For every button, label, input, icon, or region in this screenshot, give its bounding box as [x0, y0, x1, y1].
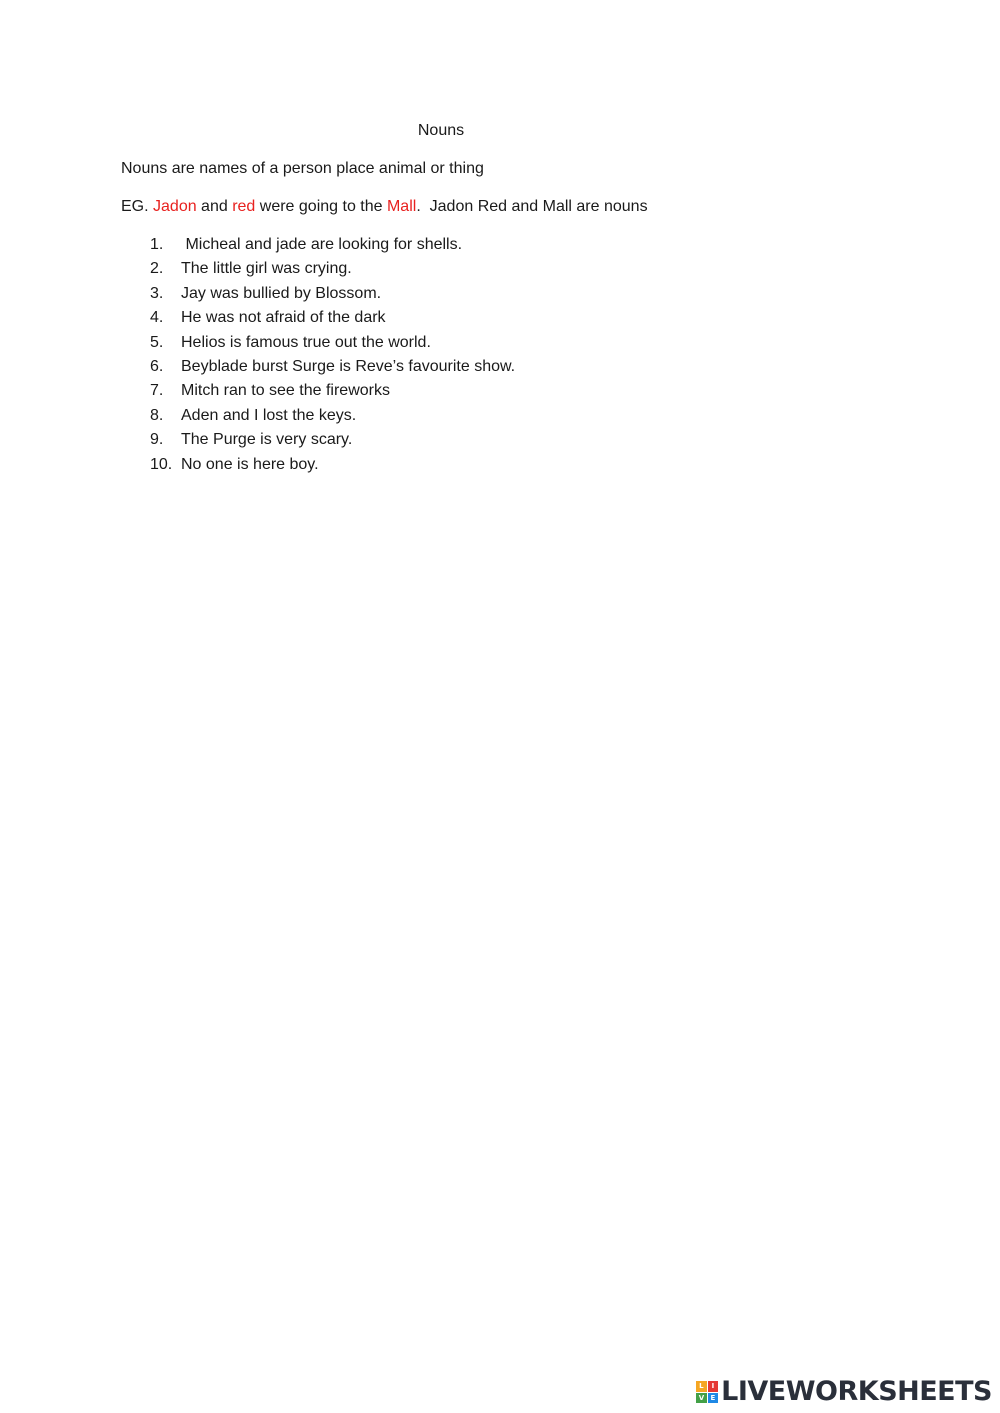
item-text: Helios is famous true out the world.: [181, 333, 431, 351]
item-number: 1.: [150, 236, 164, 253]
list-item: [150, 258, 515, 282]
item-text: Jay was bullied by Blossom.: [181, 284, 382, 302]
item-number: 3.: [150, 284, 164, 302]
item-number: 6.: [150, 357, 164, 375]
item-text: Micheal and jade are looking for shells.: [181, 236, 463, 253]
item-number: 2.: [150, 260, 164, 278]
item-text: The little girl was crying.: [181, 260, 352, 278]
item-number: 7.: [150, 382, 164, 400]
list-item: [150, 356, 515, 380]
example-noun-red: red: [232, 198, 256, 215]
item-text: Beyblade burst Surge is Reve’s favourite show.: [181, 357, 516, 375]
list-item: [150, 429, 515, 453]
list-item: [150, 454, 515, 478]
page-title: Nouns: [417, 122, 465, 139]
list-item: [150, 307, 515, 331]
item-number: 4.: [150, 309, 164, 327]
sentence-list: [150, 234, 515, 478]
example-connector: and: [196, 198, 233, 215]
list-item: [150, 332, 515, 356]
intro-text: Nouns are names of a person place animal or thing: [121, 160, 484, 177]
logo-tile: L: [696, 1381, 707, 1392]
example-noun-jadon: Jadon: [153, 198, 197, 215]
item-text: Aden and I lost the keys.: [181, 406, 357, 424]
item-number: 10.: [150, 455, 173, 473]
item-number: 5.: [150, 333, 164, 351]
logo-tile: E: [708, 1393, 719, 1404]
list-item: [150, 234, 515, 258]
item-number: 8.: [150, 406, 164, 424]
example-suffix: . Jadon Red and Mall are nouns: [416, 198, 648, 215]
list-item: [150, 405, 515, 429]
item-text: No one is here boy.: [181, 455, 319, 473]
item-text: Mitch ran to see the fireworks: [181, 382, 390, 400]
example-noun-mall: Mall: [386, 198, 417, 215]
item-number: 9.: [150, 431, 164, 449]
item-text: The Purge is very scary.: [181, 431, 353, 449]
brand-name: LIVEWORKSHEETS: [721, 1376, 992, 1407]
list-item: [150, 283, 515, 307]
example-connector: were going to the: [255, 198, 387, 215]
example-prefix: EG.: [121, 198, 154, 215]
list-item: [150, 380, 515, 404]
liveworksheets-watermark[interactable]: [696, 1377, 992, 1407]
logo-tile: V: [696, 1393, 707, 1404]
example-sentence: [121, 198, 648, 216]
liveworksheets-logo-icon: [696, 1381, 718, 1403]
item-text: He was not afraid of the dark: [181, 309, 386, 327]
logo-tile: I: [708, 1381, 719, 1392]
